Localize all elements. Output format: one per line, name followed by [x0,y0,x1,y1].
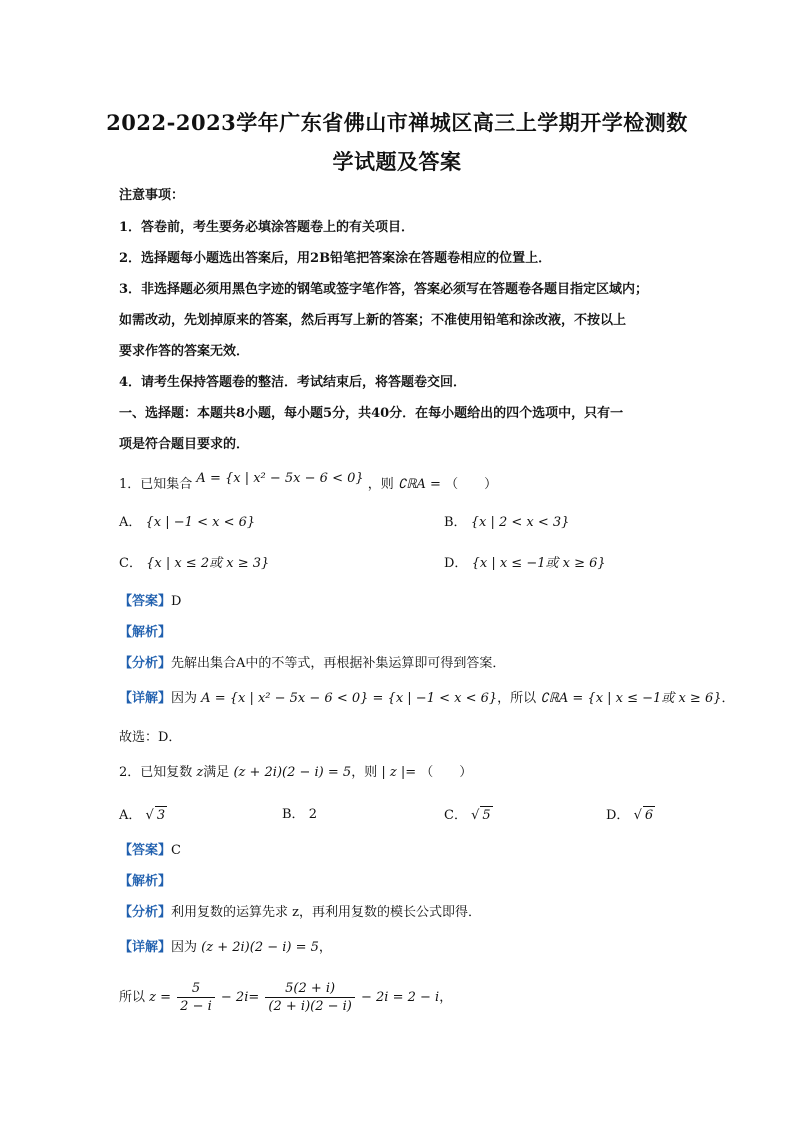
q1-option-d-label: D． [444,556,468,571]
q1-detail-expr1: A = {x | x² − 5x − 6 < 0} = {x | −1 < x < 6} [201,691,498,706]
q2-detail-cond: (z + 2i)(2 − i) = 5 [201,940,319,955]
q2-so: 所以 [119,990,146,1005]
q2-option-d-value: 6 [644,808,654,823]
q2-stem-prefix: 2．已知复数 [119,765,193,780]
q2-option-a-label: A． [119,808,142,823]
q1-option-b-label: B． [444,515,467,530]
q2-detail-tag: 【详解】 [119,940,172,955]
q1-fenxi [119,655,505,673]
page-title-line1: 2022-2023学年广东省佛山市禅城区高三上学期开学检测数 [106,110,688,135]
q1-option-a-value: {x | −1 < x < 6} [145,515,256,530]
q1-fenxi-text: 先解出集合A中的不等式，再根据补集运算即可得到答案． [171,656,506,671]
q1-option-c [119,555,269,573]
q1-option-a-label: A． [119,515,142,530]
notice-item-3c: 要求作答的答案无效． [119,344,250,359]
q2-detail [119,939,332,957]
q1-analysis-tag [119,624,171,642]
q1-stem-prefix: 1．已知集合 [119,477,193,492]
q1-set-expr: A = {x | x² − 5x − 6 < 0} [196,471,364,486]
q2-tail: − 2i = 2 − i [361,990,440,1005]
q2-option-d-label: D． [606,808,630,823]
notice-item-3a: 3．非选择题必须用黑色字迹的钢笔或签字笔作答，答案必须写在答题卷各题目指定区域内； [119,282,649,297]
q1-blank: （ ） [445,477,498,492]
q2-fraction-1 [177,980,215,1015]
q1-stem [119,471,498,494]
q2-tail-comma: ， [439,990,453,1005]
q2-fenxi [119,904,481,922]
section-heading-a: 一、选择题：本题共8小题，每小题5分，共40分．在每小题给出的四个选项中，只有一 [119,406,624,421]
q2-option-d [606,806,655,825]
q2-answer-tag: 【答案】 [119,843,172,858]
q1-option-d-value: {x | x ≤ −1或 x ≥ 6} [471,556,606,571]
q2-option-b-label: B． [282,807,305,822]
sqrt-icon: √ [145,808,154,823]
q2-option-b [282,806,317,824]
q2-fenxi-tag: 【分析】 [119,905,172,920]
q2-option-c [444,806,493,825]
q1-answer [119,593,181,611]
q2-fraction-1-den: 2 − i [180,999,212,1014]
q2-stem-suffix: ，则 [351,765,378,780]
q1-detail-end: ． [721,691,735,706]
q2-analysis-tag [119,873,171,891]
q1-option-b [444,514,569,532]
q2-stem-mid: 满足 [203,765,230,780]
q2-stem [119,764,472,782]
q1-complement: ∁ℝA = [397,477,441,492]
sqrt-icon: √ [471,808,480,823]
q2-fraction-2 [265,980,354,1015]
q1-fenxi-tag: 【分析】 [119,656,172,671]
q2-fenxi-text: 利用复数的运算先求 z，再利用复数的模长公式即得． [171,905,481,920]
q2-analysis-label: 【解析】 [119,874,172,889]
q2-blank: （ ） [420,765,473,780]
q1-answer-tag: 【答案】 [119,594,172,609]
q1-detail-a: 因为 [171,691,198,706]
q2-option-c-value: 5 [482,808,491,823]
notice-item-3b: 如需改动，先划掉原来的答案，然后再写上新的答案；不准使用铅笔和涂改液，不按以上 [119,313,627,328]
page-title-line2: 学试题及答案 [332,149,462,174]
q2-fraction-2-den: (2 + i)(2 − i) [268,999,352,1014]
notice-heading: 注意事项： [119,188,185,203]
q2-minus-2i: − 2i= [220,990,260,1005]
q2-z: z [196,765,204,780]
q2-option-a [119,806,167,825]
q1-option-d [444,555,606,573]
q1-answer-value: D [171,594,182,609]
q2-z-eq: z = [149,990,172,1005]
q1-detail-expr2: ∁ℝA = {x | x ≤ −1或 x ≥ 6} [540,691,722,706]
q1-conclusion: 故选：D． [119,730,182,745]
q2-abs: | z |= [381,765,417,780]
q2-answer [119,842,181,860]
notice-item-1: 1．答卷前，考生要务必填涂答题卷上的有关项目． [119,220,415,235]
q1-detail-b: ，所以 [497,691,537,706]
q1-option-c-value: {x | x ≤ 2或 x ≥ 3} [146,556,270,571]
q2-solution [119,978,452,1018]
q2-detail-a: 因为 [171,940,198,955]
q2-option-c-label: C． [444,808,467,823]
q1-analysis-label: 【解析】 [119,625,172,640]
q1-option-c-label: C． [119,556,142,571]
q2-answer-value: C [171,843,181,858]
q2-condition: (z + 2i)(2 − i) = 5 [233,765,352,780]
q2-detail-comma: ， [318,940,332,955]
q1-detail [119,690,735,708]
q2-option-b-value: 2 [308,807,317,822]
notice-item-4: 4．请考生保持答题卷的整洁．考试结束后，将答题卷交回． [119,375,467,390]
q2-option-a-value: 3 [156,808,166,823]
notice-item-2: 2．选择题每小题选出答案后，用2B铅笔把答案涂在答题卷相应的位置上． [119,251,552,266]
q1-option-a [119,514,255,532]
q1-option-b-value: {x | 2 < x < 3} [470,515,570,530]
q1-stem-suffix: ，则 [367,477,394,492]
sqrt-icon: √ [633,808,642,823]
section-heading-b: 项是符合题目要求的． [119,437,250,452]
q2-fraction-2-num: 5(2 + i) [265,980,354,998]
q1-detail-tag: 【详解】 [119,691,172,706]
q2-fraction-1-num: 5 [177,980,215,998]
